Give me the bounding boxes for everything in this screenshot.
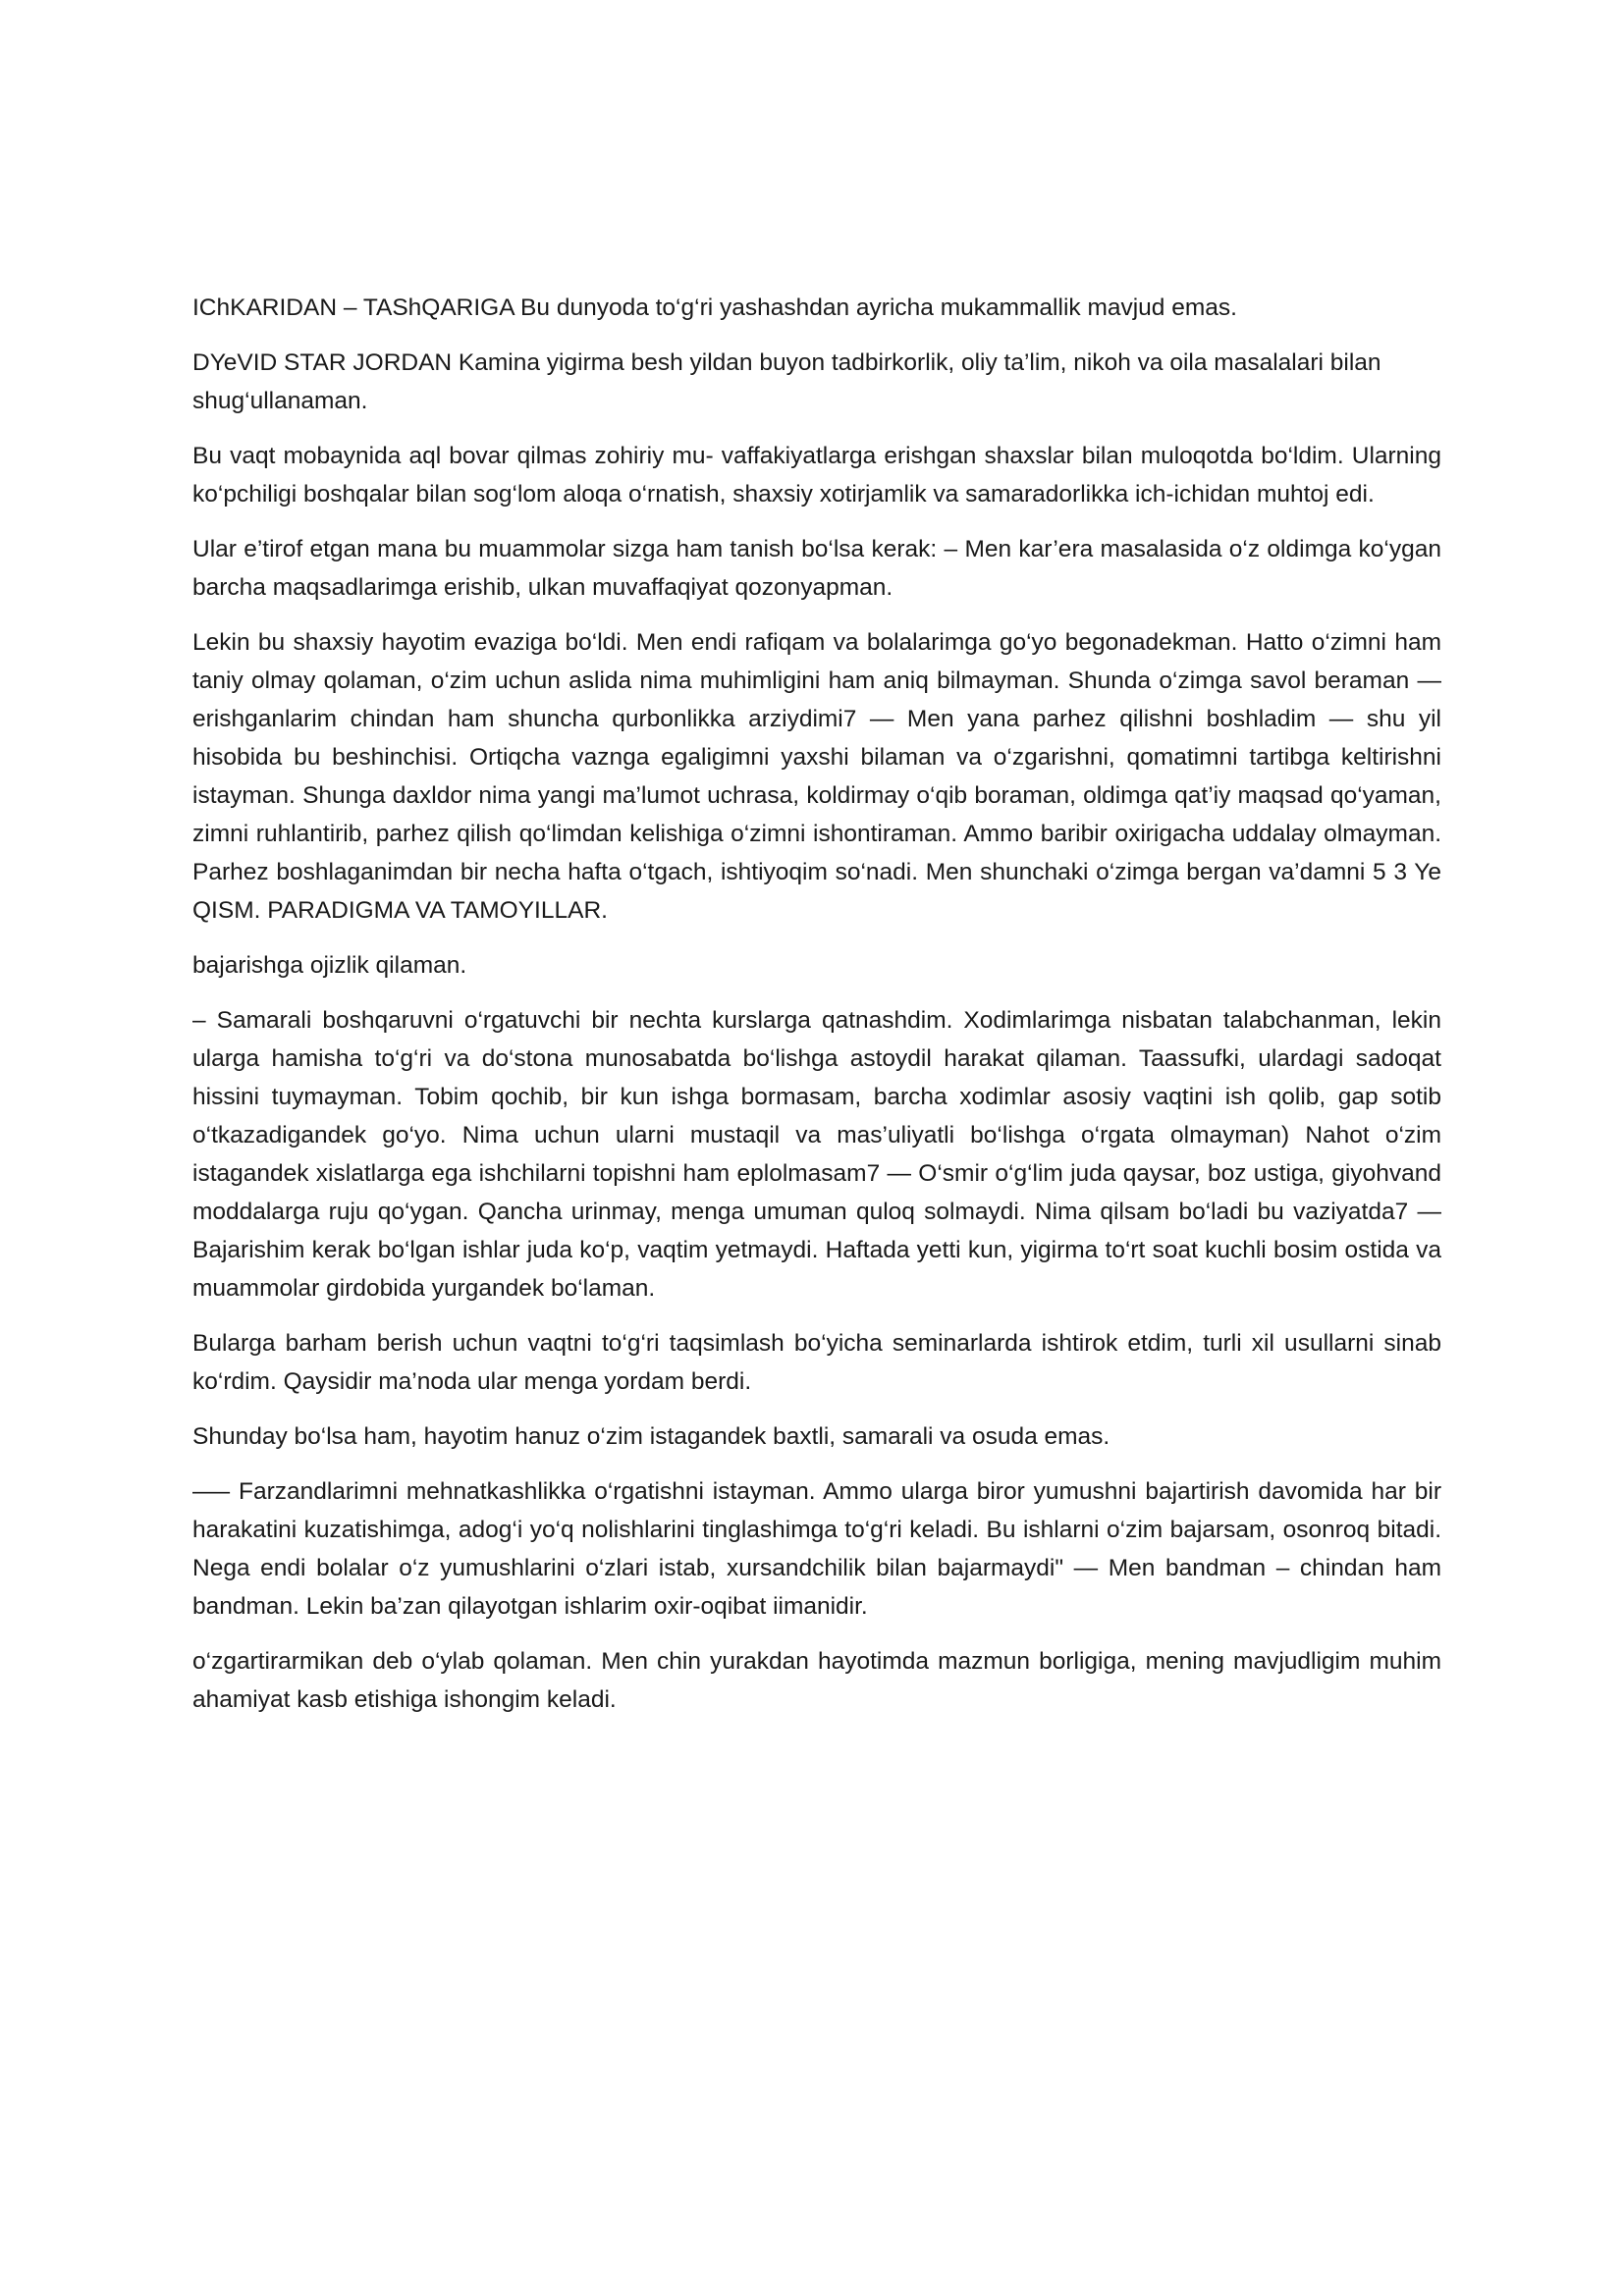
paragraph-2: DYeVID STAR JORDAN Kamina yigirma besh yildan buyon tadbirkorlik, oliy ta’lim, nikoh va oila masalalari bilan shug‘ullanaman. (192, 349, 1381, 414)
document-body (192, 289, 1441, 1735)
paragraph-3: Bu vaqt mobaynida aql bovar qilmas zohiriy mu- vaffakiyatlarga erishgan shaxslar bilan muloqotda bo‘ldim. Ularning ko‘pchiligi boshqalar bilan sog‘lom aloqa o‘rnatish, shaxsiy xotirjamlik va samaradorlikka ich-ichidan muhtoj edi. (192, 443, 1441, 507)
paragraph-1: IChKARIDAN – TAShQARIGA Bu dunyoda to‘g‘ri yashashdan ayricha mukammallik mavjud emas. (192, 294, 1237, 321)
paragraph-6: bajarishga ojizlik qilaman. (192, 952, 467, 979)
paragraph-8: Bularga barham berish uchun vaqtni to‘g‘ri taqsimlash bo‘yicha seminarlarda ishtirok etdim, turli xil usullarni sinab ko‘rdim. Qaysidir ma’noda ular menga yordam berdi. (192, 1330, 1441, 1395)
paragraph-11: o‘zgartirarmikan deb o‘ylab qolaman. Men chin yurakdan hayotimda mazmun borligiga, mening mavjudligim muhim ahamiyat kasb etishiga ishongim keladi. (192, 1648, 1441, 1713)
paragraph-9: Shunday bo‘lsa ham, hayotim hanuz o‘zim istagandek baxtli, samarali va osuda emas. (192, 1423, 1110, 1450)
paragraph-4: Ular e’tirof etgan mana bu muammolar sizga ham tanish bo‘lsa kerak: – Men kar’era masalasida o‘z oldimga ko‘ygan barcha maqsadlarimga erishib, ulkan muvaffaqiyat qozonyapman. (192, 536, 1441, 601)
paragraph-7: – Samarali boshqaruvni o‘rgatuvchi bir nechta kurslarga qatnashdim. Xodimlarimga nisbatan talabchanman, lekin ularga hamisha to‘g‘ri va do‘stona munosabatda bo‘lishga astoydil harakat qilaman. Taassufki, ulardagi sadoqat hissini tuymayman. Tobim qochib, bir kun ishga bormasam, barcha xodimlar asosiy vaqtini ish qolib, gap sotib o‘tkazadigandek go‘yo. Nima uchun ularni mustaqil va mas’uliyatli bo‘lishga o‘rgata olmayman) Nahot o‘zim istagandek xislatlarga ega ishchilarni topishni ham eplolmasam7 — O‘smir o‘g‘lim juda qaysar, boz ustiga, giyohvand moddalarga ruju qo‘ygan. Qancha urinmay, menga umuman quloq solmaydi. Nima qilsam bo‘ladi bu vaziyatda7 — Bajarishim kerak bo‘lgan ishlar juda ko‘p, vaqtim yetmaydi. Haftada yetti kun, yigirma to‘rt soat kuchli bosim ostida va muammolar girdobida yurgandek bo‘laman. (192, 1007, 1441, 1302)
paragraph-5: Lekin bu shaxsiy hayotim evaziga bo‘ldi. Men endi rafiqam va bolalarimga go‘yo begonadekman. Hatto o‘zimni ham taniy olmay qolaman, o‘zim uchun aslida nima muhimligini ham aniq bilmayman. Shunda o‘zimga savol beraman — erishganlarim chindan ham shuncha qurbonlikka arziydimi7 — Men yana parhez qilishni boshladim — shu yil hisobida bu beshinchisi. Ortiqcha vaznga egaligimni yaxshi bilaman va o‘zgarishni, qomatimni tartibga keltirishni istayman. Shunga daxldor nima yangi ma’lumot uchrasa, koldirmay o‘qib boraman, oldimga qat’iy maqsad qo‘yaman, zimni ruhlantirib, parhez qilish qo‘limdan kelishiga o‘zimni ishontiraman. Ammo baribir oxirigacha uddalay olmayman. Parhez boshlaganimdan bir necha hafta o‘tgach, ishtiyoqim so‘nadi. Men shunchaki o‘zimga bergan va’damni 5 3 Ye QISM. PARADIGMA VA TAMOYILLAR. (192, 629, 1441, 924)
paragraph-10: —– Farzandlarimni mehnatkashlikka o‘rgatishni istayman. Ammo ularga biror yumushni bajartirish davomida har bir harakatini kuzatishimga, adog‘i yo‘q nolishlarini tinglashimga to‘g‘ri keladi. Bu ishlarni o‘zim bajarsam, osonroq bitadi. Nega endi bolalar o‘z yumushlarini o‘zlari istab, xursandchilik bilan bajarmaydi" — Men bandman – chindan ham bandman. Lekin ba’zan qilayotgan ishlarim oxir-oqibat iimanidir. (192, 1478, 1441, 1620)
